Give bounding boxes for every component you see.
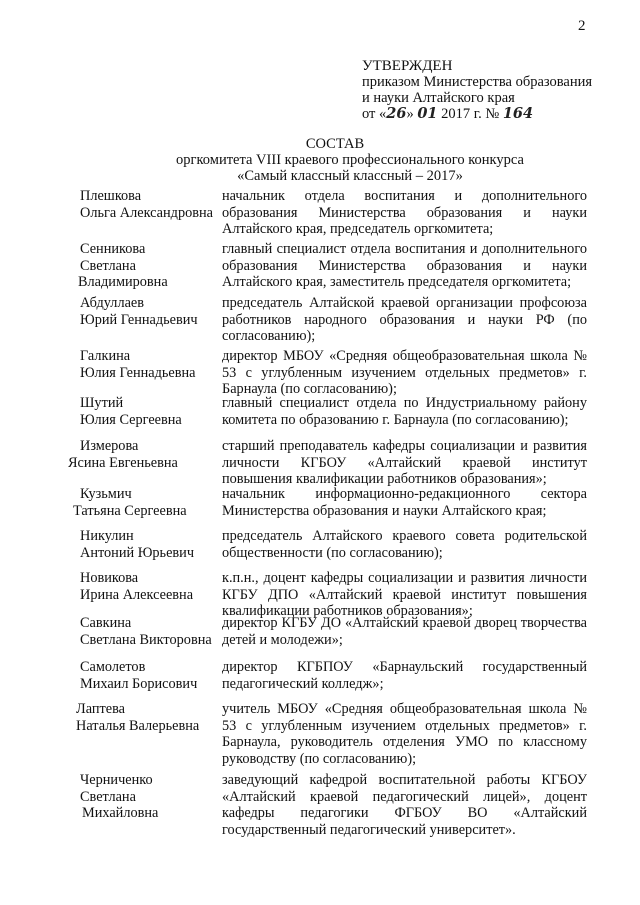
member-name-line: Абдуллаев: [80, 295, 145, 311]
member-role: старший преподаватель кафедры социализации и развития личности КГБОУ «Алтайский краевой институт повышения квалификации работников образования»;: [222, 438, 587, 487]
member-name-line: Ясина Евгеньевна: [68, 454, 178, 471]
member-name-line: Черниченко: [80, 772, 153, 788]
member-name-line: Юрий Геннадьевич: [80, 311, 198, 328]
title-line-2: оргкомитета VIII краевого профессионального конкурса: [176, 152, 524, 168]
member-role: главный специалист отдела по Индустриальному району комитета по образованию г. Барнаула (по согласованию);: [222, 395, 587, 428]
member-role: заведующий кафедрой воспитательной работы КГБОУ «Алтайский краевой педагогический лицей», доцент кафедры педагогики ФГБОУ ВО «Алтайский государственный педагогический университет».: [222, 772, 587, 838]
member-name-line: Михайловна: [82, 805, 159, 821]
member-name-line: Ирина Алексеевна: [80, 586, 194, 603]
member-name-line: Антоний Юрьевич: [80, 544, 195, 561]
approval-date-line: [362, 106, 592, 122]
member-name-line: Шутий: [80, 395, 124, 411]
member-name-line: Светлана Викторовна: [80, 631, 212, 648]
member-name-line: Юлия Геннадьевна: [80, 364, 196, 381]
approval-line-1: приказом Министерства образования: [362, 74, 593, 90]
member-role: директор МБОУ «Средняя общеобразовательная школа № 53 с углубленным изучением отдельных предметов» г. Барнаула (по согласованию);: [222, 348, 587, 397]
approval-heading: УТВЕРЖДЕН: [362, 58, 453, 74]
member-name-line: Савкина: [80, 615, 132, 631]
member-name-line: Кузьмич: [80, 486, 132, 502]
member-name-line: Татьяна Сергеевна: [73, 502, 187, 519]
approval-date-separator: »: [406, 106, 418, 122]
title-line-3: «Самый классный классный – 2017»: [237, 168, 463, 184]
approval-day: 26: [386, 105, 407, 122]
member-name-line: Плешкова: [80, 188, 142, 204]
document-title: [0, 136, 640, 184]
member-name-line: Самолетов: [80, 659, 146, 675]
member-role: к.п.н., доцент кафедры социализации и развития личности КГБУ ДПО «Алтайский краевой институт повышения квалификации работников образования»;: [222, 570, 587, 619]
member-name-line: Лаптева: [76, 701, 126, 717]
approval-stamp: [362, 58, 592, 122]
member-name-line: Владимировна: [78, 274, 168, 290]
member-name-line: Измерова: [80, 438, 139, 454]
member-name-line: Галкина: [80, 348, 131, 364]
member-role: директор КГБУ ДО «Алтайский краевой дворец творчества детей и молодежи»;: [222, 615, 587, 648]
member-role: главный специалист отдела воспитания и дополнительного образования Министерства образования и науки Алтайского края, заместитель председателя оргкомитета;: [222, 241, 587, 290]
member-name-line: Юлия Сергеевна: [80, 411, 182, 428]
member-role: директор КГБПОУ «Барнаульский государственный педагогический колледж»;: [222, 659, 587, 692]
member-name-line: Михаил Борисович: [80, 675, 198, 692]
page-number: 2: [578, 18, 586, 34]
member-role: начальник отдела воспитания и дополнительного образования Министерства образования и науки Алтайского края, председатель оргкомитета;: [222, 188, 587, 237]
approval-month: 01: [417, 105, 438, 122]
member-role: председатель Алтайского краевого совета родительской общественности (по согласованию);: [222, 528, 587, 561]
member-name-line: Светлана: [80, 788, 136, 805]
approval-year: 2017 г. №: [437, 106, 503, 122]
member-name-line: Новикова: [80, 570, 139, 586]
approval-date-prefix: от «: [362, 106, 387, 122]
member-name-line: Наталья Валерьевна: [76, 717, 200, 734]
approval-line-2: и науки Алтайского края: [362, 90, 515, 106]
title-line-1: СОСТАВ: [305, 136, 365, 152]
approval-number: 164: [502, 105, 534, 122]
member-name-line: Сенникова: [80, 241, 146, 257]
member-role: председатель Алтайской краевой организации профсоюза работников народного образования и науки РФ (по согласованию);: [222, 295, 587, 344]
member-name-line: Светлана: [80, 257, 136, 274]
member-role: начальник информационно-редакционного сектора Министерства образования и науки Алтайского края;: [222, 486, 587, 519]
member-name-line: Ольга Александровна: [80, 204, 213, 221]
member-role: учитель МБОУ «Средняя общеобразовательная школа № 53 с углубленным изучением отдельных предметов» г. Барнаула, руководитель отделения УМО по классному руководству (по согласованию);: [222, 701, 587, 767]
member-name-line: Никулин: [80, 528, 134, 544]
